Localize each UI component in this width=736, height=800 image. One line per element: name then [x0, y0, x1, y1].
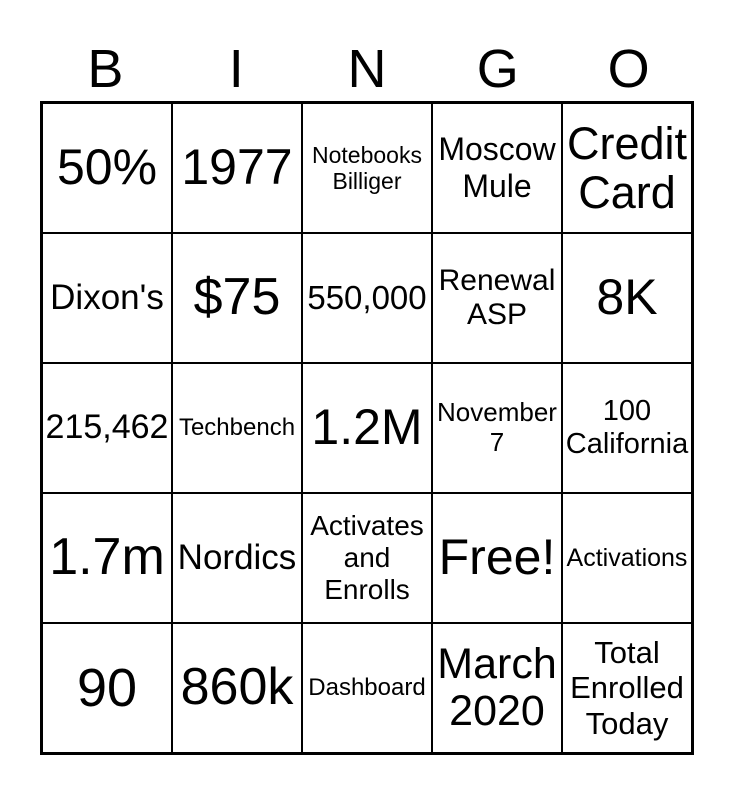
bingo-cell[interactable]: Dashboard — [302, 623, 432, 753]
bingo-cell[interactable]: 1.2M — [302, 363, 432, 493]
bingo-cell[interactable]: 1977 — [172, 103, 302, 233]
bingo-cell[interactable]: 860k — [172, 623, 302, 753]
title-letter-g: G — [476, 39, 519, 99]
bingo-cell[interactable]: $75 — [172, 233, 302, 363]
bingo-cell[interactable]: November 7 — [432, 363, 562, 493]
bingo-cell[interactable]: 90 — [42, 623, 172, 753]
bingo-cell[interactable]: 50% — [42, 103, 172, 233]
bingo-cell[interactable]: Renewal ASP — [432, 233, 562, 363]
bingo-cell[interactable]: Credit Card — [562, 103, 692, 233]
title-letter-n: N — [347, 39, 387, 99]
title-letter-b: B — [87, 39, 124, 99]
bingo-grid — [40, 101, 694, 755]
bingo-cell[interactable]: Total Enrolled Today — [562, 623, 692, 753]
bingo-cell[interactable]: Notebooks Billiger — [302, 103, 432, 233]
bingo-cell[interactable]: Free! — [432, 493, 562, 623]
bingo-cell[interactable]: Moscow Mule — [432, 103, 562, 233]
bingo-cell[interactable]: 550,000 — [302, 233, 432, 363]
bingo-cell[interactable]: March 2020 — [432, 623, 562, 753]
bingo-cell[interactable]: 100 California — [562, 363, 692, 493]
title-letter-o: O — [607, 39, 650, 99]
bingo-cell[interactable]: Techbench — [172, 363, 302, 493]
bingo-cell[interactable]: 8K — [562, 233, 692, 363]
bingo-cell[interactable]: Activates and Enrolls — [302, 493, 432, 623]
bingo-cell[interactable]: Activations — [562, 493, 692, 623]
title-letter-i: I — [228, 39, 244, 99]
bingo-cell[interactable]: Dixon's — [42, 233, 172, 363]
bingo-title — [40, 39, 694, 99]
bingo-cell[interactable]: 1.7m — [42, 493, 172, 623]
bingo-cell[interactable]: 215,462 — [42, 363, 172, 493]
bingo-cell[interactable]: Nordics — [172, 493, 302, 623]
